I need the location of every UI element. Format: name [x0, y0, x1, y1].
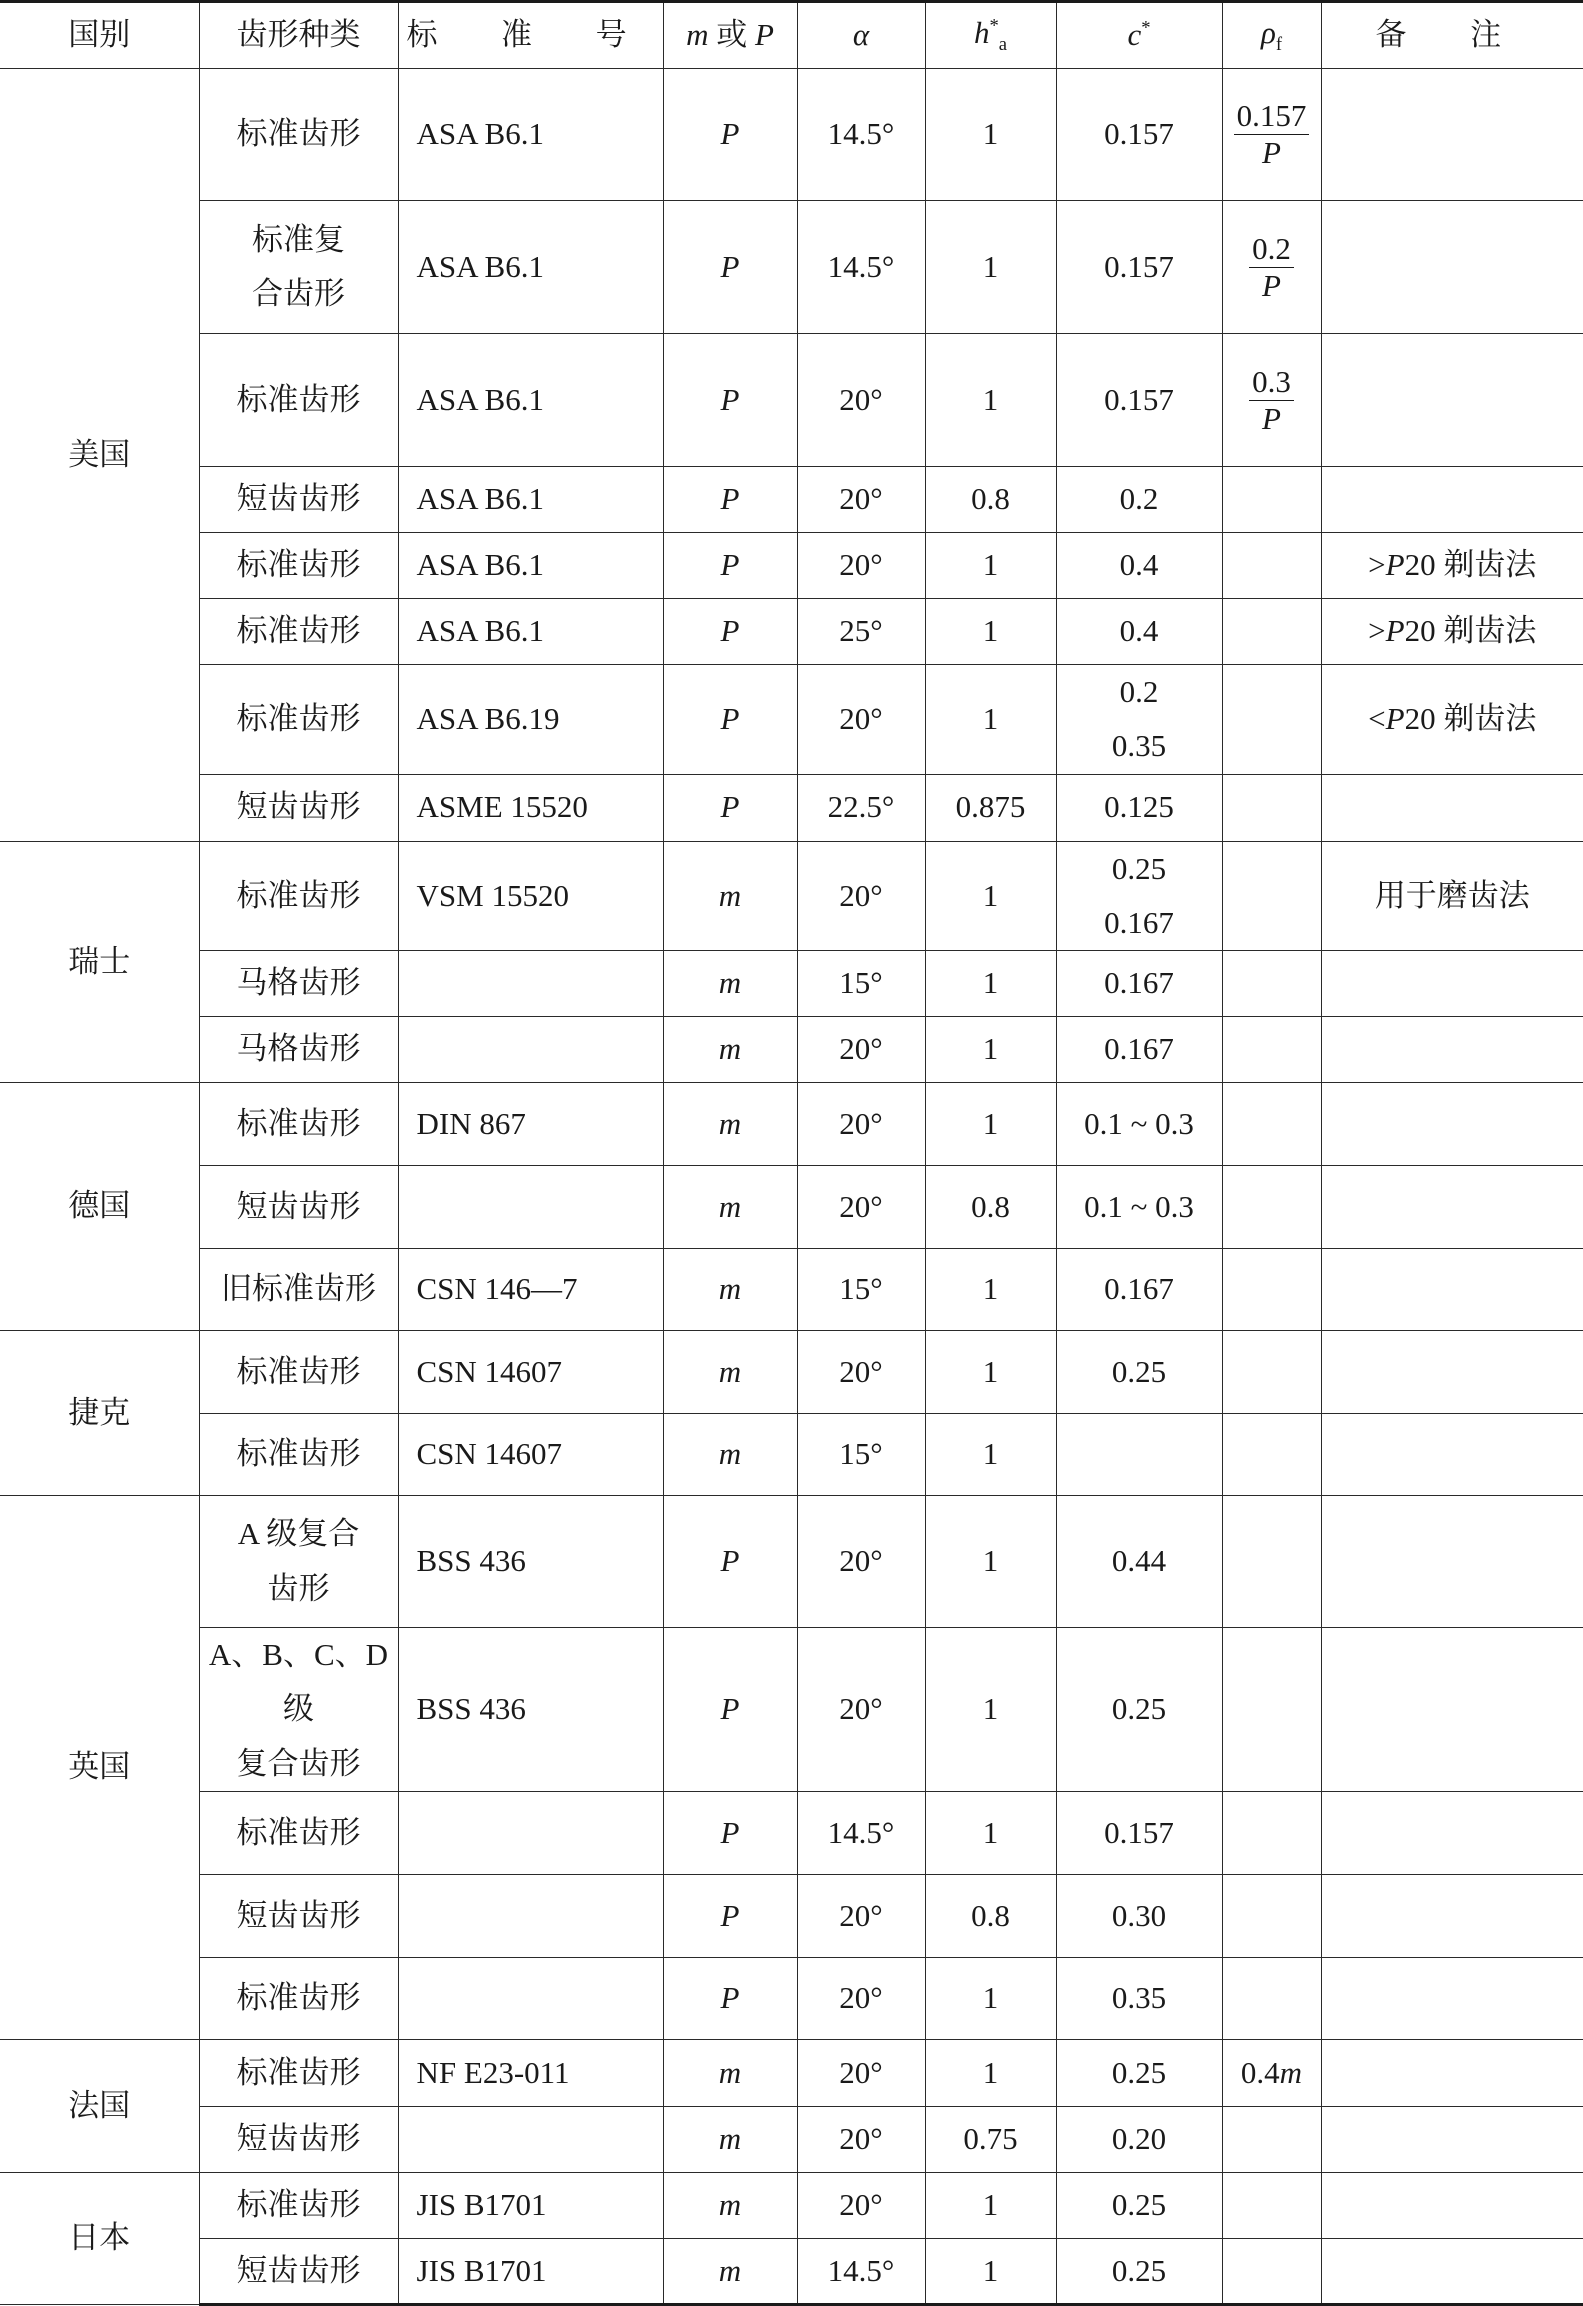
standard-cell: BSS 436	[398, 1628, 663, 1792]
ha-cell: 1	[925, 69, 1056, 201]
tooth-type-cell: 马格齿形	[199, 1017, 398, 1083]
remark-cell	[1321, 774, 1583, 841]
table-row	[0, 1249, 1583, 1331]
remark-cell	[1321, 1791, 1583, 1874]
country-cell: 英国	[0, 1496, 199, 2040]
header-module-or-pitch: m 或 P	[663, 2, 797, 69]
alpha-cell: 20°	[797, 334, 925, 467]
mp-cell: m	[663, 841, 797, 951]
tooth-type-cell: 标准齿形	[199, 2039, 398, 2106]
mp-cell: P	[663, 201, 797, 334]
remark-cell	[1321, 2172, 1583, 2238]
alpha-cell: 20°	[797, 467, 925, 533]
c-cell: 0.1 ~ 0.3	[1056, 1083, 1222, 1166]
mp-cell: m	[663, 1166, 797, 1249]
country-cell: 美国	[0, 69, 199, 842]
c-cell: 0.30	[1056, 1874, 1222, 1957]
ha-cell: 0.875	[925, 774, 1056, 841]
table-row	[0, 774, 1583, 841]
remark-cell: <P20 剃齿法	[1321, 665, 1583, 775]
c-cell: 0.125	[1056, 774, 1222, 841]
standard-cell: ASA B6.1	[398, 334, 663, 467]
standard-cell: NF E23-011	[398, 2039, 663, 2106]
table-row	[0, 467, 1583, 533]
rho-cell	[1222, 467, 1321, 533]
alpha-cell: 20°	[797, 1496, 925, 1628]
standard-cell: JIS B1701	[398, 2238, 663, 2304]
table-row	[0, 665, 1583, 775]
rho-cell	[1222, 665, 1321, 775]
alpha-cell: 20°	[797, 1166, 925, 1249]
ha-cell: 1	[925, 334, 1056, 467]
c-cell: 0.35	[1056, 1957, 1222, 2039]
table-row	[0, 2039, 1583, 2106]
mp-cell: P	[663, 1628, 797, 1792]
tooth-type-cell: 标准齿形	[199, 2172, 398, 2238]
mp-cell: m	[663, 2106, 797, 2172]
table-row	[0, 841, 1583, 951]
alpha-cell: 20°	[797, 841, 925, 951]
rho-cell	[1222, 774, 1321, 841]
tooth-type-cell: 标准齿形	[199, 334, 398, 467]
standard-cell	[398, 951, 663, 1017]
ha-cell: 1	[925, 2238, 1056, 2304]
rho-fraction: $\frac{0.157}{P}$	[1234, 98, 1310, 170]
c-cell: 0.4	[1056, 533, 1222, 599]
table-row	[0, 2106, 1583, 2172]
alpha-cell: 20°	[797, 1331, 925, 1414]
alpha-cell: 14.5°	[797, 201, 925, 334]
rho-cell	[1222, 1791, 1321, 1874]
rho-cell	[1222, 334, 1321, 467]
standard-cell: ASME 15520	[398, 774, 663, 841]
rho-cell	[1222, 2172, 1321, 2238]
header-root-fillet-radius: $\rho_f$	[1222, 2, 1321, 69]
header-addendum-coefficient: $h^*_a$	[925, 2, 1056, 69]
mp-cell: P	[663, 1496, 797, 1628]
remark-cell	[1321, 2039, 1583, 2106]
country-cell: 法国	[0, 2039, 199, 2172]
remark-cell	[1321, 1083, 1583, 1166]
alpha-cell: 25°	[797, 599, 925, 665]
alpha-cell: 20°	[797, 665, 925, 775]
alpha-cell: 15°	[797, 1249, 925, 1331]
country-cell: 德国	[0, 1083, 199, 1331]
c-cell: 0.25 0.167	[1056, 841, 1222, 951]
alpha-cell: 20°	[797, 2172, 925, 2238]
table-row	[0, 1874, 1583, 1957]
c-cell: 0.25	[1056, 1628, 1222, 1792]
table-row	[0, 1791, 1583, 1874]
standard-cell: ASA B6.1	[398, 467, 663, 533]
c-cell: 0.157	[1056, 201, 1222, 334]
remark-cell: 用于磨齿法	[1321, 841, 1583, 951]
tooth-type-cell: 标准齿形	[199, 1957, 398, 2039]
mp-cell: m	[663, 2238, 797, 2304]
alpha-cell: 20°	[797, 2039, 925, 2106]
ha-cell: 0.8	[925, 1874, 1056, 1957]
mp-cell: P	[663, 467, 797, 533]
remark-cell	[1321, 69, 1583, 201]
country-cell: 捷克	[0, 1331, 199, 1496]
alpha-cell: 14.5°	[797, 1791, 925, 1874]
alpha-cell: 15°	[797, 1414, 925, 1496]
table-row	[0, 201, 1583, 334]
rho-cell	[1222, 2238, 1321, 2304]
c-cell	[1056, 1414, 1222, 1496]
remark-cell	[1321, 951, 1583, 1017]
tooth-type-cell: 标准齿形	[199, 1331, 398, 1414]
rho-cell	[1222, 599, 1321, 665]
table-row	[0, 2238, 1583, 2304]
alpha-cell: 14.5°	[797, 69, 925, 201]
rho-cell	[1222, 1166, 1321, 1249]
remark-cell	[1321, 1874, 1583, 1957]
ha-cell: 0.8	[925, 1166, 1056, 1249]
table-row	[0, 2172, 1583, 2238]
ha-cell: 1	[925, 2172, 1056, 2238]
remark-cell	[1321, 1166, 1583, 1249]
table-row	[0, 1628, 1583, 1792]
header-remark: 备 注	[1321, 2, 1583, 69]
alpha-cell: 14.5°	[797, 2238, 925, 2304]
header-tooth-type: 齿形种类	[199, 2, 398, 69]
rho-cell	[1222, 1331, 1321, 1414]
remark-cell	[1321, 1249, 1583, 1331]
table-row	[0, 69, 1583, 201]
tooth-type-cell: 标准齿形	[199, 1791, 398, 1874]
remark-cell	[1321, 1414, 1583, 1496]
ha-cell: 1	[925, 1628, 1056, 1792]
mp-cell: P	[663, 1957, 797, 2039]
tooth-type-cell: 短齿齿形	[199, 1166, 398, 1249]
standard-cell	[398, 2106, 663, 2172]
mp-cell: P	[663, 533, 797, 599]
ha-cell: 1	[925, 1414, 1056, 1496]
ha-cell: 1	[925, 201, 1056, 334]
mp-cell: P	[663, 665, 797, 775]
remark-cell	[1321, 1957, 1583, 2039]
alpha-cell: 20°	[797, 533, 925, 599]
mp-cell: P	[663, 1874, 797, 1957]
rho-cell	[1222, 1249, 1321, 1331]
remark-cell	[1321, 1496, 1583, 1628]
ha-cell: 1	[925, 1496, 1056, 1628]
c-cell: 0.2 0.35	[1056, 665, 1222, 775]
header-row	[0, 2, 1583, 69]
alpha-cell: 20°	[797, 1083, 925, 1166]
tooth-type-cell: 短齿齿形	[199, 774, 398, 841]
rho-fraction: $\frac{0.2}{P}$	[1249, 231, 1294, 303]
alpha-cell: 20°	[797, 2106, 925, 2172]
mp-cell: P	[663, 334, 797, 467]
rho-cell	[1222, 1414, 1321, 1496]
table-row	[0, 599, 1583, 665]
c-cell: 0.44	[1056, 1496, 1222, 1628]
tooth-type-cell: 标准齿形	[199, 665, 398, 775]
mp-cell: m	[663, 1249, 797, 1331]
ha-cell: 1	[925, 1249, 1056, 1331]
header-country: 国别	[0, 2, 199, 69]
table-row	[0, 951, 1583, 1017]
mp-cell: m	[663, 1414, 797, 1496]
standard-cell	[398, 1791, 663, 1874]
alpha-cell: 15°	[797, 951, 925, 1017]
table-row	[0, 1957, 1583, 2039]
rho-cell	[1222, 1083, 1321, 1166]
standard-cell: CSN 14607	[398, 1414, 663, 1496]
ha-cell: 1	[925, 1083, 1056, 1166]
tooth-type-cell: A 级复合 齿形	[199, 1496, 398, 1628]
tooth-type-cell: 标准齿形	[199, 841, 398, 951]
table-row	[0, 1331, 1583, 1414]
standard-cell: ASA B6.1	[398, 69, 663, 201]
remark-cell	[1321, 1628, 1583, 1792]
table-row	[0, 1166, 1583, 1249]
c-cell: 0.25	[1056, 1331, 1222, 1414]
c-cell: 0.4	[1056, 599, 1222, 665]
mp-cell: P	[663, 69, 797, 201]
alpha-cell: 20°	[797, 1017, 925, 1083]
tooth-type-cell: 短齿齿形	[199, 2238, 398, 2304]
tooth-type-cell: 标准齿形	[199, 599, 398, 665]
c-cell: 0.1 ~ 0.3	[1056, 1166, 1222, 1249]
remark-cell	[1321, 467, 1583, 533]
country-cell: 瑞士	[0, 841, 199, 1083]
tooth-type-cell: A、B、C、D 级 复合齿形	[199, 1628, 398, 1792]
rho-fraction: $\frac{0.3}{P}$	[1249, 364, 1294, 436]
mp-cell: P	[663, 774, 797, 841]
c-cell: 0.25	[1056, 2238, 1222, 2304]
header-pressure-angle: α	[797, 2, 925, 69]
standard-cell: JIS B1701	[398, 2172, 663, 2238]
ha-cell: 1	[925, 1791, 1056, 1874]
mp-cell: m	[663, 1331, 797, 1414]
alpha-cell: 22.5°	[797, 774, 925, 841]
standard-cell: VSM 15520	[398, 841, 663, 951]
c-cell: 0.25	[1056, 2039, 1222, 2106]
c-cell: 0.167	[1056, 1249, 1222, 1331]
ha-cell: 0.8	[925, 467, 1056, 533]
standard-cell: ASA B6.19	[398, 665, 663, 775]
rho-cell	[1222, 533, 1321, 599]
tooth-type-cell: 标准复 合齿形	[199, 201, 398, 334]
header-standard: 标 准 号	[398, 2, 663, 69]
mp-cell: P	[663, 599, 797, 665]
standard-cell	[398, 1957, 663, 2039]
c-cell: 0.20	[1056, 2106, 1222, 2172]
alpha-cell: 20°	[797, 1874, 925, 1957]
table-row	[0, 1414, 1583, 1496]
standard-cell	[398, 1017, 663, 1083]
c-cell: 0.25	[1056, 2172, 1222, 2238]
c-cell: 0.157	[1056, 334, 1222, 467]
mp-cell: m	[663, 1083, 797, 1166]
remark-cell: >P20 剃齿法	[1321, 599, 1583, 665]
ha-cell: 0.75	[925, 2106, 1056, 2172]
rho-cell	[1222, 1017, 1321, 1083]
rho-cell	[1222, 841, 1321, 951]
tooth-type-cell: 标准齿形	[199, 533, 398, 599]
remark-cell	[1321, 2238, 1583, 2304]
standard-cell	[398, 1874, 663, 1957]
remark-cell	[1321, 334, 1583, 467]
tooth-type-cell: 标准齿形	[199, 1083, 398, 1166]
header-clearance-coefficient: c*	[1056, 2, 1222, 69]
standard-cell: BSS 436	[398, 1496, 663, 1628]
standard-cell: ASA B6.1	[398, 201, 663, 334]
remark-cell	[1321, 201, 1583, 334]
rho-cell	[1222, 1957, 1321, 2039]
table-row	[0, 334, 1583, 467]
ha-cell: 1	[925, 599, 1056, 665]
ha-cell: 1	[925, 1017, 1056, 1083]
c-cell: 0.167	[1056, 1017, 1222, 1083]
tooth-type-cell: 标准齿形	[199, 1414, 398, 1496]
ha-cell: 1	[925, 1331, 1056, 1414]
ha-cell: 1	[925, 665, 1056, 775]
standard-cell: DIN 867	[398, 1083, 663, 1166]
rho-cell	[1222, 1628, 1321, 1792]
rho-cell	[1222, 2106, 1321, 2172]
ha-cell: 1	[925, 2039, 1056, 2106]
table-row	[0, 1496, 1583, 1628]
tooth-type-cell: 短齿齿形	[199, 1874, 398, 1957]
remark-cell: >P20 剃齿法	[1321, 533, 1583, 599]
remark-cell	[1321, 1017, 1583, 1083]
rho-cell	[1222, 1874, 1321, 1957]
c-cell: 0.157	[1056, 1791, 1222, 1874]
rho-cell	[1222, 69, 1321, 201]
rho-cell	[1222, 201, 1321, 334]
remark-cell	[1321, 1331, 1583, 1414]
ha-cell: 1	[925, 841, 1056, 951]
mp-cell: m	[663, 2172, 797, 2238]
country-cell: 日本	[0, 2172, 199, 2304]
rho-cell	[1222, 951, 1321, 1017]
tooth-type-cell: 旧标准齿形	[199, 1249, 398, 1331]
remark-cell	[1321, 2106, 1583, 2172]
standard-cell: CSN 14607	[398, 1331, 663, 1414]
tooth-type-cell: 短齿齿形	[199, 467, 398, 533]
ha-cell: 1	[925, 951, 1056, 1017]
mp-cell: m	[663, 951, 797, 1017]
standard-cell	[398, 1166, 663, 1249]
standard-cell: ASA B6.1	[398, 533, 663, 599]
c-cell: 0.2	[1056, 467, 1222, 533]
rho-cell	[1222, 1496, 1321, 1628]
table-row	[0, 533, 1583, 599]
ha-cell: 1	[925, 533, 1056, 599]
tooth-type-cell: 标准齿形	[199, 69, 398, 201]
rho-cell: 0.4m	[1222, 2039, 1321, 2106]
alpha-cell: 20°	[797, 1957, 925, 2039]
table-row	[0, 1083, 1583, 1166]
tooth-type-cell: 短齿齿形	[199, 2106, 398, 2172]
mp-cell: m	[663, 1017, 797, 1083]
mp-cell: P	[663, 1791, 797, 1874]
mp-cell: m	[663, 2039, 797, 2106]
c-cell: 0.157	[1056, 69, 1222, 201]
ha-cell: 1	[925, 1957, 1056, 2039]
table-row	[0, 1017, 1583, 1083]
tooth-type-cell: 马格齿形	[199, 951, 398, 1017]
c-cell: 0.167	[1056, 951, 1222, 1017]
alpha-cell: 20°	[797, 1628, 925, 1792]
standard-cell: CSN 146—7	[398, 1249, 663, 1331]
standard-cell: ASA B6.1	[398, 599, 663, 665]
